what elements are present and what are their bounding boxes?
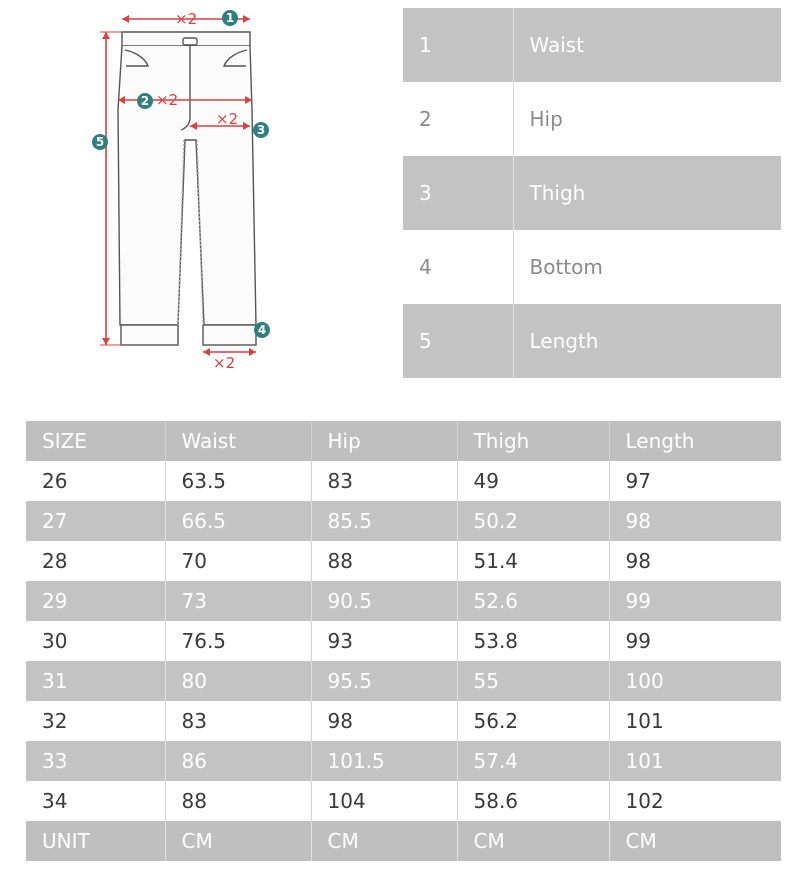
legend-label: Thigh	[513, 156, 781, 230]
svg-text:1: 1	[225, 11, 235, 25]
table-cell: 76.5	[165, 621, 311, 661]
table-cell: 58.6	[457, 781, 609, 821]
header-size: SIZE	[26, 421, 165, 461]
legend-row	[403, 82, 781, 156]
table-cell: 33	[26, 741, 165, 781]
table-row	[26, 461, 781, 501]
legend-row	[403, 230, 781, 304]
table-cell: 56.2	[457, 701, 609, 741]
header-hip: Hip	[311, 421, 457, 461]
table-cell: 73	[165, 581, 311, 621]
table-cell: 31	[26, 661, 165, 701]
marker-1-multiplier: ×2	[175, 10, 198, 28]
marker-3-badge	[253, 122, 269, 138]
table-cell: 99	[609, 581, 781, 621]
table-row	[26, 541, 781, 581]
table-cell: 104	[311, 781, 457, 821]
table-cell: 55	[457, 661, 609, 701]
table-cell: 26	[26, 461, 165, 501]
marker-2-multiplier: ×2	[156, 91, 179, 109]
table-cell: 98	[625, 549, 651, 573]
table-cell: 102	[625, 789, 664, 813]
size-table-header-row	[26, 421, 781, 461]
table-cell: 98	[609, 501, 781, 541]
measurement-legend-table	[403, 8, 781, 378]
unit-cell: CM	[457, 821, 609, 861]
marker-3-multiplier: ×2	[216, 110, 239, 128]
table-cell: 50.2	[457, 501, 609, 541]
svg-text:3: 3	[256, 123, 266, 137]
table-cell: 85.5	[311, 501, 457, 541]
table-cell: 34	[26, 781, 165, 821]
table-row	[26, 581, 781, 621]
header-waist: Waist	[165, 421, 311, 461]
table-row	[26, 741, 781, 781]
marker-2-badge	[137, 93, 153, 109]
legend-row	[403, 8, 781, 82]
table-cell: 83	[311, 461, 457, 501]
legend-number: 3	[403, 156, 513, 230]
header-length: Length	[609, 421, 781, 461]
table-cell: 27	[26, 501, 165, 541]
legend-label: Length	[513, 304, 781, 378]
table-cell: 53.8	[457, 621, 609, 661]
table-cell: 101	[609, 741, 781, 781]
pants-measurement-diagram	[80, 0, 380, 380]
pants-outline	[118, 32, 256, 345]
table-row	[26, 621, 781, 661]
table-cell: 99	[625, 629, 651, 653]
unit-cell: UNIT	[26, 821, 165, 861]
table-cell: 28	[26, 541, 165, 581]
table-cell: 101.5	[311, 741, 457, 781]
table-cell: 57.4	[457, 741, 609, 781]
svg-text:2: 2	[140, 94, 150, 108]
legend-number: 2	[403, 82, 513, 156]
size-table-body	[26, 461, 781, 861]
table-cell: 93	[311, 621, 457, 661]
table-row	[26, 781, 781, 821]
header-thigh: Thigh	[457, 421, 609, 461]
table-cell: 101	[625, 709, 664, 733]
table-cell: 95.5	[311, 661, 457, 701]
marker-4-multiplier: ×2	[213, 354, 236, 372]
legend-number: 4	[403, 230, 513, 304]
marker-4-badge	[254, 322, 270, 338]
unit-cell: CM	[311, 821, 457, 861]
legend-label: Waist	[513, 8, 781, 82]
table-cell: 86	[165, 741, 311, 781]
table-row	[26, 701, 781, 741]
legend-number: 5	[403, 304, 513, 378]
table-cell: 32	[26, 701, 165, 741]
table-cell: 52.6	[457, 581, 609, 621]
table-cell: 98	[311, 701, 457, 741]
unit-cell: CM	[165, 821, 311, 861]
table-cell: 29	[26, 581, 165, 621]
legend-label: Hip	[529, 107, 563, 131]
table-cell: 66.5	[165, 501, 311, 541]
legend-row	[403, 156, 781, 230]
svg-text:5: 5	[95, 135, 105, 149]
unit-cell: CM	[609, 821, 781, 861]
table-cell: 49	[457, 461, 609, 501]
table-cell: 88	[311, 541, 457, 581]
table-cell: 97	[625, 469, 651, 493]
svg-text:4: 4	[257, 323, 267, 337]
table-row	[26, 501, 781, 541]
unit-row	[26, 821, 781, 861]
table-cell: 70	[165, 541, 311, 581]
table-cell: 80	[165, 661, 311, 701]
legend-label: Bottom	[529, 255, 603, 279]
marker-1-badge	[222, 10, 238, 26]
table-cell: 100	[609, 661, 781, 701]
table-row	[26, 661, 781, 701]
legend-row	[403, 304, 781, 378]
table-cell: 83	[165, 701, 311, 741]
table-cell: 30	[26, 621, 165, 661]
table-cell: 88	[165, 781, 311, 821]
marker-5-badge	[92, 134, 108, 150]
table-cell: 51.4	[457, 541, 609, 581]
legend-number: 1	[403, 8, 513, 82]
table-cell: 90.5	[311, 581, 457, 621]
size-chart-table	[26, 421, 781, 861]
table-cell: 63.5	[165, 461, 311, 501]
